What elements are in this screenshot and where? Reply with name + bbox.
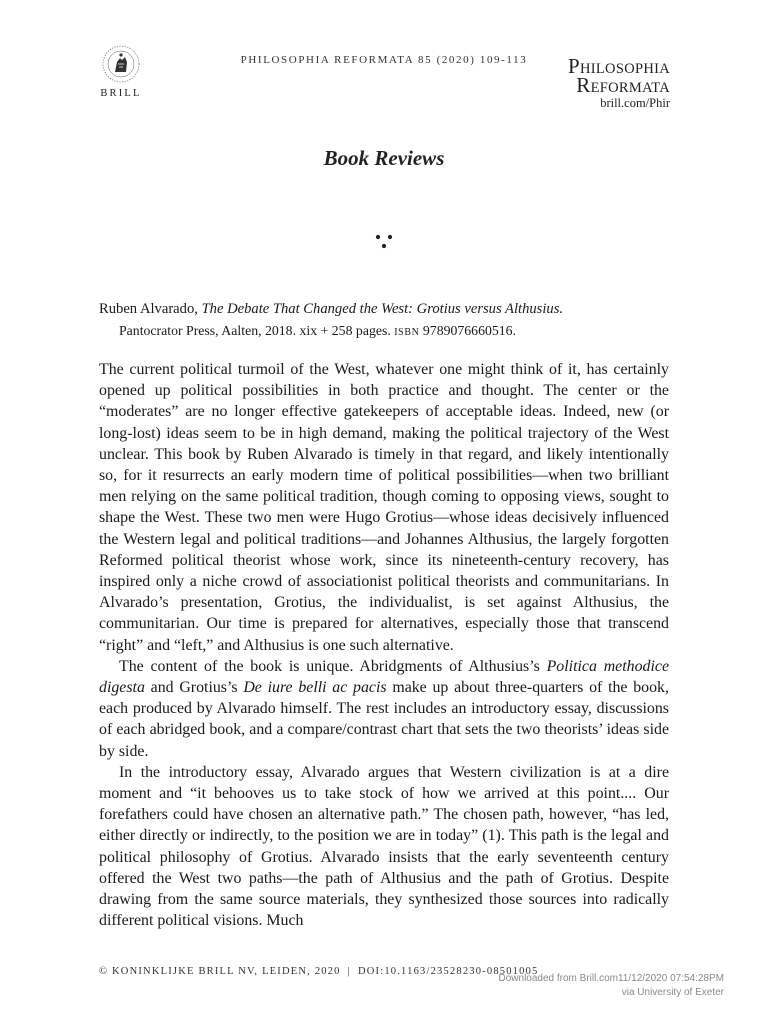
- paragraph-1: The current political turmoil of the West, whatever one might think of it, has certainly opened up political possibilities in both practice and thought. The center or the “moderates” are no longer effective gatekeepers of acceptable ideas. Indeed, new (or long-lost) ideas seem to be in high demand, making the political trajectory of the West unclear. This book by Ruben Alvarado is timely in that regard, and likely intentionally so, for it resurrects an early modern time of political possibilities—when two brilliant men relying on the same political tradition, though coming to opposing views, sought to shape the West. These two men were Hugo Grotius—whose ideas decisively influenced the Western legal and political traditions—and Johannes Althusius, the largely forgotten Reformed political theorist whose work, since its nineteenth-century recovery, has inspired only a niche crowd of associationist political theorists and communitarians. In Alvarado’s presentation, Grotius, the individualist, is set against Althusius, the communitarian. Our time is prepared for alternatives, especially those that transcend “right” and “left,” and Althusius is one such alternative.: [99, 361, 669, 654]
- paragraph-3: In the introductory essay, Alvarado argues that Western civilization is at a dire moment and “it behooves us to take stock of how we arrived at this point.... Our forefathers could have chosen an alternative path.” The chosen path, however, “has led, either directly or indirectly, to the position we are in today” (1). This path is the legal and political philosophy of Grotius. Alvarado insists that the early seventeenth century offered the West two paths—the path of Althusius and the path of Grotius. Despite drawing from the same source materials, they synthesized those sources into radically different political visions. Much: [99, 763, 669, 930]
- politica-title: Politica methodice digesta: [99, 657, 669, 697]
- footer-separator: |: [347, 966, 351, 977]
- citation-line-2: [99, 320, 669, 342]
- citation-title: The Debate That Changed the West: Grotius versus Althusius.: [201, 301, 564, 317]
- publisher-name: BRILL: [100, 88, 142, 99]
- paragraph-2-text-c: and Grotius’s: [144, 679, 244, 697]
- de-iure-title: De iure belli ac pacis: [243, 679, 387, 697]
- review-body: [99, 359, 669, 931]
- ornament-icon: [372, 232, 396, 257]
- running-head: PHILOSOPHIA REFORMATA 85 (2020) 109-113: [240, 54, 528, 66]
- copyright-symbol: ©: [99, 966, 109, 977]
- download-line-1: Downloaded from Brill.com11/12/2020 07:54:28PM: [498, 973, 724, 984]
- citation-author: Ruben Alvarado,: [99, 301, 198, 317]
- citation-line-1: [99, 298, 669, 320]
- book-citation: [99, 298, 669, 342]
- journal-name-line-2: [568, 73, 670, 97]
- journal-url: brill.com/Phir: [600, 96, 670, 110]
- page-footer: [99, 966, 538, 977]
- journal-initial-r: R: [576, 73, 591, 97]
- journal-name-rest-1: HILOSOPHIA: [580, 61, 670, 77]
- doi-text: DOI:10.1163/23528230-08501005: [357, 966, 539, 977]
- isbn-number: 9789076660516.: [422, 323, 517, 338]
- paragraph-2-text-e: make up about three-quarters of the book, each produced by Alvarado himself. The rest includes an introductory essay, discussions of each abridged book, and a compare/contrast chart that sets the two theorists’ ideas side by side.: [99, 679, 669, 760]
- section-title: Book Reviews: [323, 146, 445, 170]
- brill-logo: [94, 44, 148, 99]
- download-line-2: via University of Exeter: [621, 987, 724, 998]
- copyright-text: KONINKLIJKE BRILL NV, LEIDEN, 2020: [112, 966, 341, 977]
- download-stamp: [499, 972, 725, 1000]
- journal-name-rest-2: EFORMATA: [590, 80, 670, 96]
- citation-publisher: Pantocrator Press, Aalten, 2018. xix + 258 pages.: [119, 323, 391, 338]
- journal-initial-p: P: [568, 54, 580, 78]
- paragraph-2-text-a: The content of the book is unique. Abridgments of Althusius’s: [119, 657, 547, 675]
- paragraph-2: [99, 656, 669, 762]
- journal-masthead: [568, 54, 670, 111]
- isbn-label: isbn: [394, 323, 420, 338]
